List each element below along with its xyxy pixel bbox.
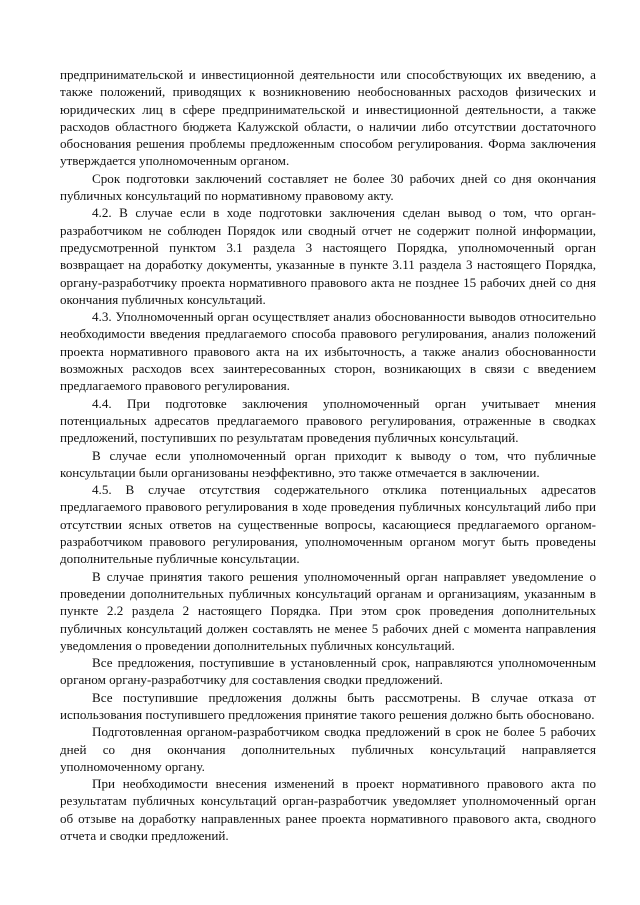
- document-body: [60, 66, 596, 844]
- paragraph-summary-sent: Подготовленная органом-разработчиком сводка предложений в срок не более 5 рабочих дней со дня окончания дополнительных публичных консультаций направляется уполномоченному органу.: [60, 724, 596, 774]
- paragraph-deadline: Срок подготовки заключений составляет не более 30 рабочих дней со дня окончания публичных консультаций по нормативному правовому акту.: [60, 170, 596, 204]
- paragraph-inefficient-consultations: В случае если уполномоченный орган приходит к выводу о том, что публичные консультации были организованы неэффективно, это также отмечается в заключении.: [60, 447, 596, 480]
- paragraph-4-4: 4.4. При подготовке заключения уполномоченный орган учитывает мнения потенциальных адресатов предлагаемого правового регулирования, отраженные в сводках предложений, поступивших по результатам проведения публичных консультаций.: [60, 395, 596, 446]
- paragraph-4-3: 4.3. Уполномоченный орган осуществляет анализ обоснованности выводов относительно необходимости введения предлагаемого способа правового регулирования, анализ положений проекта нормативного правового акта на их избыточность, а также анализ обоснованности возможных расходов всех заинтересованных сторон, возникающих в связи с введением предлагаемого правового регулирования.: [60, 309, 596, 394]
- paragraph-proposals-reviewed: Все поступившие предложения должны быть рассмотрены. В случае отказа от использования поступившего предложения принятие такого решения должно быть обосновано.: [60, 689, 596, 722]
- paragraph-notification: В случае принятия такого решения уполномоченный орган направляет уведомление о проведении дополнительных публичных консультаций органам и организациям, указанным в пункте 2.2 раздела 2 настоящего Порядка. При этом срок проведения дополнительных публичных консультаций должен составлять не менее 5 рабочих дней с момента направления уведомления о проведении дополнительных публичных консультаций.: [60, 568, 596, 653]
- paragraph-continuation: предпринимательской и инвестиционной деятельности или способствующих их введению, а также положений, приводящих к возникновению необоснованных расходов физических и юридических лиц в сфере предпринимательской и инвестиционной деятельности, а также расходов областного бюджета Калужской области, о наличии либо отсутствии достаточного обоснования решения проблемы предложенным способом регулирования. Форма заключения утверждается уполномоченным органом.: [60, 67, 596, 169]
- paragraph-4-2: 4.2. В случае если в ходе подготовки заключения сделан вывод о том, что орган-разработчиком не соблюден Порядок или сводный отчет не содержит полной информации, предусмотренной пунктом 3.1 раздела 3 настоящего Порядка, уполномоченный орган возвращает на доработку документы, указанные в пункте 3.11 раздела 3 настоящего Порядка, органу-разработчику проекта нормативного правового акта не позднее 15 рабочих дней со дня окончания публичных консультаций.: [60, 205, 596, 307]
- paragraph-4-5: 4.5. В случае отсутствия содержательного отклика потенциальных адресатов предлагаемого правового регулирования в ходе проведения публичных консультаций либо при отсутствии ясных ответов на существенные вопросы, касающиеся предлагаемого органом-разработчиком правового регулирования, уполномоченным органом могут быть проведены дополнительные публичные консультации.: [60, 482, 596, 567]
- paragraph-withdrawal: При необходимости внесения изменений в проект нормативного правового акта по результатам публичных консультаций орган-разработчик уведомляет уполномоченный орган об отзыве на доработку направленных ранее проекта нормативного правового акта, сводного отчета и сводки предложений.: [60, 776, 596, 844]
- paragraph-proposals-forwarded: Все предложения, поступившие в установленный срок, направляются уполномоченным органом органу-разработчику для составления сводки предложений.: [60, 655, 596, 688]
